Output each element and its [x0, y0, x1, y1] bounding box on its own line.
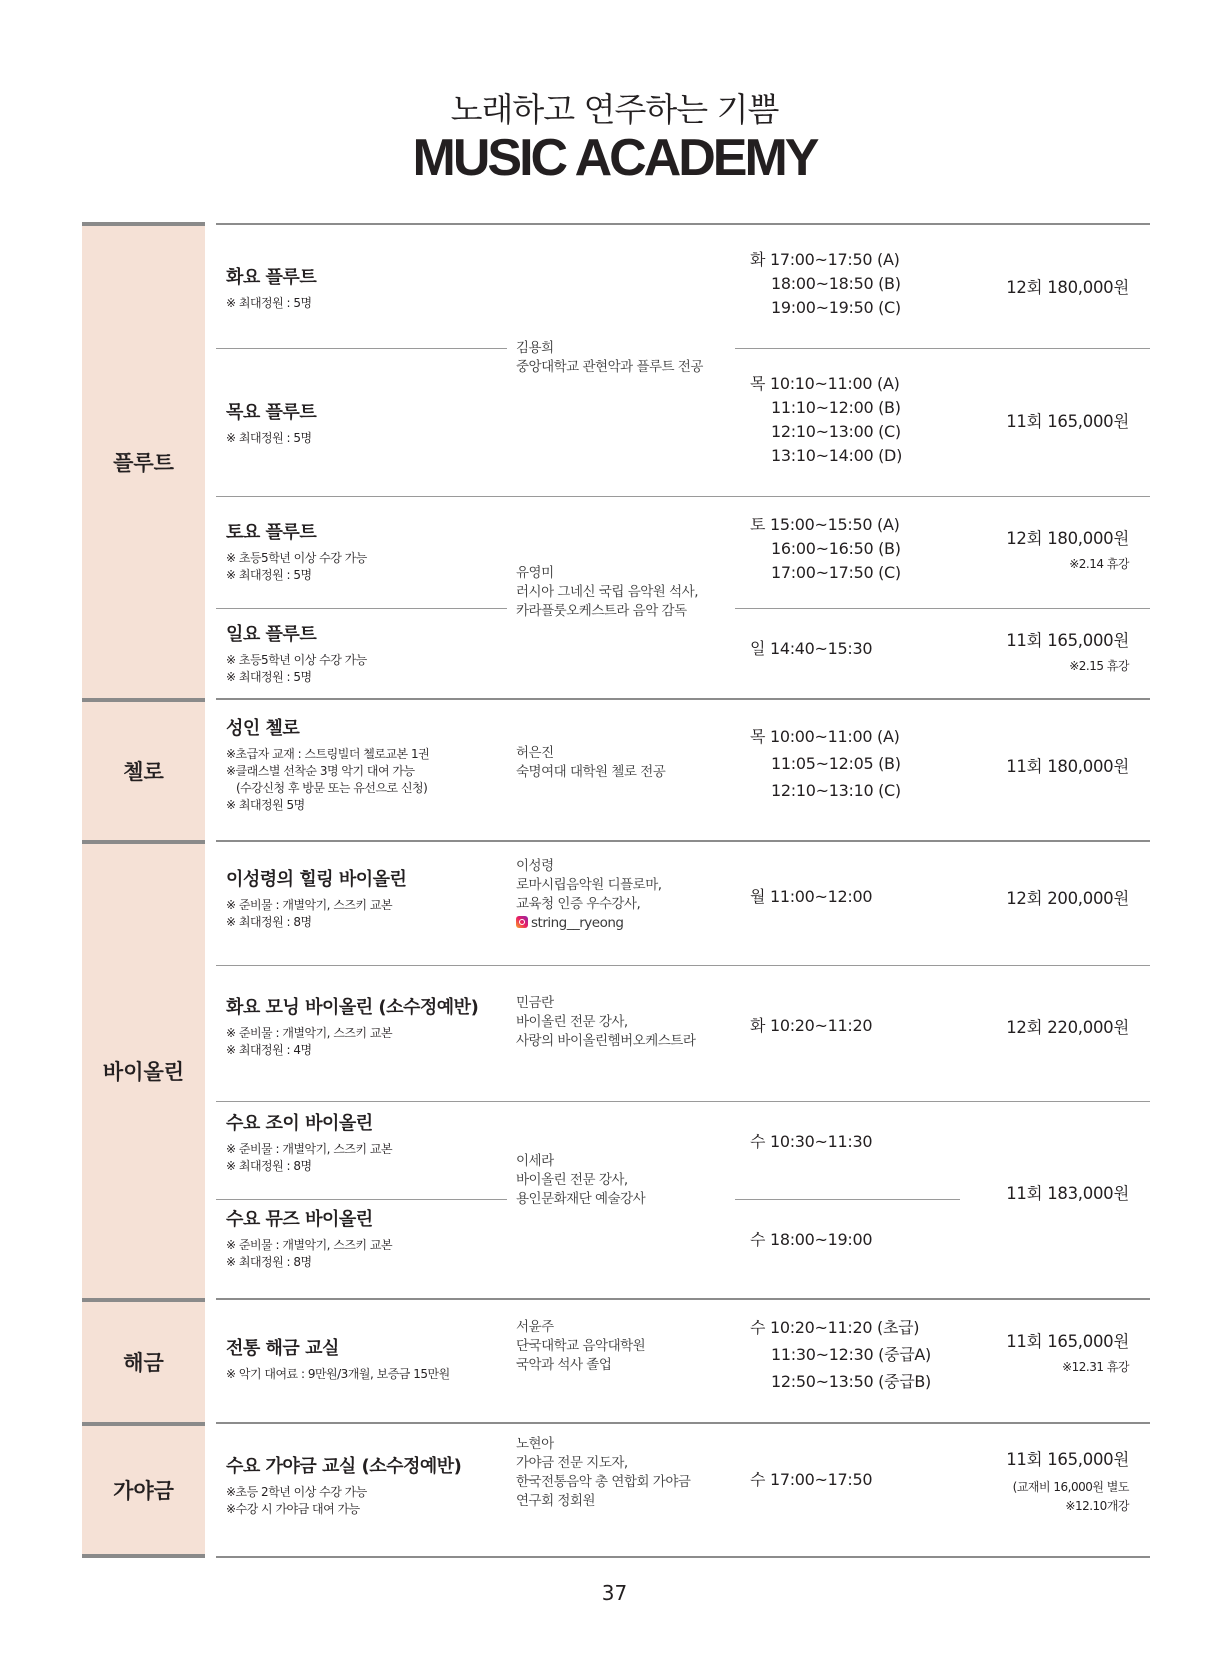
instructor-bio: 단국대학교 음악대학원: [516, 1338, 646, 1354]
course-note: ※ 최대정원 : 4명: [226, 1043, 312, 1057]
schedule-slot: 월 11:00~12:00: [750, 887, 873, 906]
course-note: ※초급자 교재 : 스트링빌더 첼로교본 1권: [226, 747, 430, 761]
instructor-min-geumran: [516, 994, 716, 1051]
instructor-lee-sera: [516, 1152, 716, 1209]
course-adult-cello: [226, 714, 496, 814]
schedule-slot: 18:00~18:50 (B): [771, 274, 901, 293]
price-tue-flute: [1006, 274, 1129, 298]
instructor-lee-seongryeong: [516, 857, 716, 933]
row-divider: [216, 608, 507, 609]
instructor-bio: 바이올린 전문 강사,: [516, 1014, 628, 1030]
instructor-bio: 용인문화재단 예술강사: [516, 1191, 646, 1207]
course-name: 토요 플루트: [226, 522, 317, 543]
schedule-slot: 12:10~13:10 (C): [771, 781, 901, 800]
price-note: ※12.10개강: [1065, 1499, 1129, 1513]
course-note: ※ 악기 대여료 : 9만원/3개월, 보증금 15만원: [226, 1367, 450, 1381]
price-value: 11회 165,000원: [1006, 1332, 1129, 1351]
page-subtitle: 노래하고 연주하는 기쁨: [450, 90, 779, 129]
instructor-bio: 한국전통음악 총 연합회 가야금: [516, 1474, 691, 1490]
schedule-slot: 12:50~13:50 (중급B): [771, 1372, 931, 1391]
course-note: ※ 초등5학년 이상 수강 가능: [226, 653, 367, 667]
schedule-slot: 13:10~14:00 (D): [771, 446, 903, 465]
instructor-bio: 바이올린 전문 강사,: [516, 1172, 628, 1188]
price-value: 12회 200,000원: [1006, 889, 1129, 908]
price-thu-flute: [1006, 408, 1129, 432]
price-value: 12회 180,000원: [1006, 278, 1129, 297]
row-divider: [216, 1556, 1150, 1558]
schedule-slot: 19:00~19:50 (C): [771, 298, 901, 317]
course-name: 수요 뮤즈 바이올린: [226, 1209, 373, 1230]
instructor-instagram[interactable]: [516, 914, 716, 933]
instructor-bio: 중앙대학교 관현악과 플루트 전공: [516, 359, 703, 375]
row-divider: [216, 1199, 507, 1200]
schedule-haegeum: [750, 1314, 931, 1395]
price-value: 12회 220,000원: [1006, 1018, 1129, 1037]
course-note: ※ 최대정원 5명: [226, 798, 305, 812]
course-name: 수요 조이 바이올린: [226, 1113, 373, 1134]
schedule-slot: 목 10:10~11:00 (A): [750, 374, 900, 393]
course-note: ※초등 2학년 이상 수강 가능: [226, 1485, 367, 1499]
schedule-morning-violin: [750, 1014, 872, 1038]
schedule-slot: 화 10:20~11:20: [750, 1016, 873, 1035]
row-divider: [735, 608, 1150, 609]
instagram-icon: [516, 916, 528, 928]
schedule-gayageum: [750, 1468, 872, 1492]
course-note: ※ 초등5학년 이상 수강 가능: [226, 551, 367, 565]
instructor-name: 김용희: [516, 340, 554, 356]
course-muse-violin: [226, 1205, 496, 1271]
course-healing-violin: [226, 865, 496, 931]
category-haegeum: 해금: [82, 1298, 205, 1422]
row-divider: [216, 348, 507, 349]
category-gayageum: 가야금: [82, 1422, 205, 1558]
row-divider: [216, 223, 1150, 225]
price-haegeum: [1006, 1328, 1129, 1375]
price-healing-violin: [1006, 885, 1129, 909]
row-divider: [216, 965, 1150, 966]
course-morning-violin: [226, 993, 496, 1059]
price-value: 11회 180,000원: [1006, 757, 1129, 776]
course-note: ※ 준비물 : 개별악기, 스즈키 교본: [226, 898, 393, 912]
price-gayageum: [1006, 1446, 1129, 1514]
course-name: 화요 모닝 바이올린 (소수정예반): [226, 997, 479, 1018]
category-violin: 바이올린: [82, 840, 205, 1298]
course-note: ※ 최대정원 : 5명: [226, 431, 312, 445]
schedule-slot: 목 10:00~11:00 (A): [750, 727, 900, 746]
schedule-slot: 11:10~12:00 (B): [771, 398, 901, 417]
instructor-noh-hyuna: [516, 1435, 716, 1511]
category-flute: 플루트: [82, 222, 205, 698]
course-note: ※ 준비물 : 개별악기, 스즈키 교본: [226, 1238, 393, 1252]
course-note: ※수강 시 가야금 대여 가능: [226, 1502, 360, 1516]
course-joy-violin: [226, 1109, 496, 1175]
page-title: MUSIC ACADEMY: [412, 129, 817, 187]
course-sun-flute: [226, 620, 496, 686]
schedule-slot: 11:05~12:05 (B): [771, 754, 901, 773]
instructor-seo-yunju: [516, 1318, 716, 1375]
price-wed-violin: [1006, 1180, 1129, 1204]
instructor-bio: 러시아 그네신 국립 음악원 석사,: [516, 584, 698, 600]
schedule-slot: 16:00~16:50 (B): [771, 539, 901, 558]
schedule-slot: 12:10~13:00 (C): [771, 422, 901, 441]
schedule-sat-flute: [750, 513, 901, 585]
instructor-name: 민금란: [516, 995, 554, 1011]
instructor-bio: 카라플룻오케스트라 음악 감독: [516, 603, 687, 619]
course-tue-flute: [226, 263, 496, 312]
instructor-bio: 가야금 전문 지도자,: [516, 1455, 628, 1471]
row-divider: [216, 496, 1150, 497]
course-name: 화요 플루트: [226, 267, 317, 288]
schedule-slot: 수 17:00~17:50: [750, 1470, 873, 1489]
price-value: 11회 165,000원: [1006, 631, 1129, 650]
schedule-slot: 토 15:00~15:50 (A): [750, 515, 900, 534]
price-note: ※2.15 휴강: [1069, 659, 1129, 673]
row-divider: [216, 840, 1150, 842]
schedule-slot: 화 17:00~17:50 (A): [750, 250, 900, 269]
price-note: ※2.14 휴강: [1069, 557, 1129, 571]
price-note: ※12.31 휴강: [1062, 1360, 1129, 1374]
instructor-name: 이세라: [516, 1153, 554, 1169]
schedule-cello: [750, 723, 901, 804]
instructor-bio: 교육청 인증 우수강사,: [516, 896, 641, 912]
instagram-handle: string__ryeong: [531, 915, 624, 931]
row-divider: [735, 1199, 960, 1200]
instructor-name: 노현아: [516, 1436, 554, 1452]
instructor-bio: 연구회 정회원: [516, 1493, 596, 1509]
row-divider: [735, 348, 1150, 349]
price-sat-flute: [1006, 525, 1129, 572]
price-value: 11회 165,000원: [1006, 412, 1129, 431]
category-cello: 첼로: [82, 698, 205, 840]
course-name: 전통 해금 교실: [226, 1338, 339, 1359]
schedule-slot: 11:30~12:30 (중급A): [771, 1345, 931, 1364]
price-value: 12회 180,000원: [1006, 529, 1129, 548]
price-value: 11회 183,000원: [1006, 1184, 1129, 1203]
course-note: ※ 최대정원 : 8명: [226, 915, 312, 929]
course-haegeum: [226, 1334, 496, 1383]
row-divider: [216, 1422, 1150, 1424]
course-note: ※ 준비물 : 개별악기, 스즈키 교본: [226, 1142, 393, 1156]
schedule-thu-flute: [750, 372, 902, 468]
instructor-bio: 로마시립음악원 디플로마,: [516, 877, 662, 893]
instructor-bio: 국악과 석사 졸업: [516, 1357, 612, 1373]
schedule-slot: 수 18:00~19:00: [750, 1230, 873, 1249]
course-sat-flute: [226, 518, 496, 584]
course-name: 수요 가야금 교실 (소수정예반): [226, 1456, 462, 1477]
course-name: 성인 첼로: [226, 718, 300, 739]
course-note: ※클래스별 선착순 3명 악기 대여 가능: [226, 764, 415, 778]
schedule-slot: 17:00~17:50 (C): [771, 563, 901, 582]
course-name: 목요 플루트: [226, 402, 317, 423]
course-note: ※ 최대정원 : 5명: [226, 568, 312, 582]
instructor-kim-yonghee: [516, 339, 716, 377]
instructor-name: 이성령: [516, 858, 554, 874]
instructor-heo-eunjin: [516, 744, 716, 782]
price-sun-flute: [1006, 627, 1129, 674]
course-note: ※ 최대정원 : 8명: [226, 1255, 312, 1269]
schedule-slot: 수 10:20~11:20 (초급): [750, 1318, 920, 1337]
price-cello: [1006, 753, 1129, 777]
price-morning-violin: [1006, 1014, 1129, 1038]
instructor-bio: 숙명여대 대학원 첼로 전공: [516, 764, 666, 780]
course-note: ※ 준비물 : 개별악기, 스즈키 교본: [226, 1026, 393, 1040]
schedule-tue-flute: [750, 248, 901, 320]
instructor-bio: 사랑의 바이올린헴버오케스트라: [516, 1033, 696, 1049]
course-gayageum: [226, 1452, 496, 1518]
row-divider: [216, 698, 1150, 700]
course-name: 이성령의 힐링 바이올린: [226, 869, 407, 890]
course-note: ※ 최대정원 : 8명: [226, 1159, 312, 1173]
instructor-name: 유영미: [516, 565, 554, 581]
schedule-slot: 수 10:30~11:30: [750, 1132, 873, 1151]
schedule-healing-violin: [750, 885, 872, 909]
row-divider: [216, 1101, 1150, 1102]
course-note: (수강신청 후 방문 또는 유선으로 신청): [236, 781, 428, 795]
course-note: ※ 최대정원 : 5명: [226, 670, 312, 684]
schedule-sun-flute: [750, 637, 872, 661]
schedule-joy-violin: [750, 1130, 872, 1154]
schedule-slot: 일 14:40~15:30: [750, 639, 873, 658]
price-value: 11회 165,000원: [1006, 1450, 1129, 1469]
page-number: 37: [601, 1581, 628, 1605]
row-divider: [216, 1298, 1150, 1300]
course-thu-flute: [226, 398, 496, 447]
price-note: (교재비 16,000원 별도: [1012, 1480, 1129, 1494]
schedule-muse-violin: [750, 1228, 872, 1252]
course-name: 일요 플루트: [226, 624, 317, 645]
instructor-yu-youngmi: [516, 564, 716, 621]
instructor-name: 서윤주: [516, 1319, 554, 1335]
course-note: ※ 최대정원 : 5명: [226, 296, 312, 310]
instructor-name: 허은진: [516, 745, 554, 761]
